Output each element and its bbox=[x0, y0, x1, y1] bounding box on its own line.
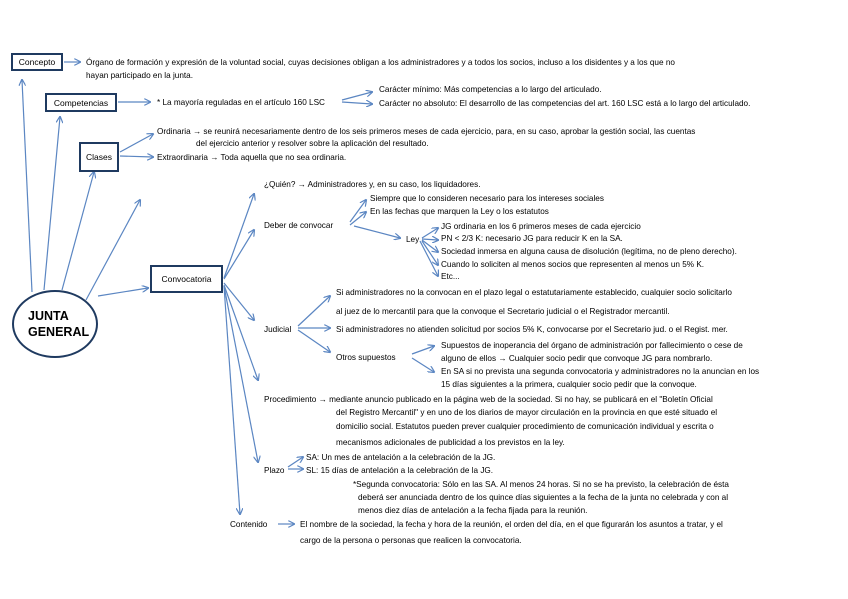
clases-box bbox=[79, 142, 119, 172]
junta-general-node bbox=[12, 290, 98, 358]
competencias-label: Competencias bbox=[53, 97, 109, 108]
ley-item: Sociedad inmersa en alguna causa de disolución (legítima, no de pleno derecho). bbox=[441, 247, 737, 256]
procedimiento-line-3: domicilio social. Estatutos pueden prever cualquier procedimiento de comunicación individual y escrita o bbox=[336, 422, 714, 431]
procedimiento-line-4: mecanismos adicionales de publicidad a los previstos en la ley. bbox=[336, 438, 565, 447]
ley-item: Cuando lo soliciten al menos socios que representen al menos un 5% K. bbox=[441, 260, 705, 269]
competencias-main: * La mayoría reguladas en el artículo 160 LSC bbox=[157, 98, 325, 107]
otros-text-1b: alguno de ellos → Cualquier socio pedir que convoque JG para nombrarlo. bbox=[441, 354, 713, 363]
ley-item: PN < 2/3 K: necesario JG para reducir K en la SA. bbox=[441, 234, 623, 243]
concepto-label: Concepto bbox=[18, 57, 56, 67]
competencias-minimo: Carácter mínimo: Más competencias a lo largo del articulado. bbox=[379, 85, 602, 94]
otros-text-2b: 15 días siguientes a la primera, cualquier socio pedir que la convoque. bbox=[441, 380, 697, 389]
judicial-text-1b: al juez de lo mercantil para que la convoque el Secretario judicial o el Registrador mercantil. bbox=[336, 307, 670, 316]
judicial-label: Judicial bbox=[264, 325, 292, 334]
root-title-line2: GENERAL bbox=[28, 325, 90, 339]
deber-fechas: En las fechas que marquen la Ley o los estatutos bbox=[370, 207, 549, 216]
ley-label: Ley bbox=[406, 235, 420, 244]
contenido-line-1: El nombre de la sociedad, la fecha y hora de la reunión, el orden del día, en el que figurarán los asuntos a tratar, y el bbox=[300, 520, 723, 529]
contenido-label: Contenido bbox=[230, 520, 268, 529]
plazo-sl: SL: 15 días de antelación a la celebración de la JG. bbox=[306, 466, 494, 475]
concepto-text-2: hayan participado en la junta. bbox=[86, 71, 193, 80]
competencias-no-absoluto: Carácter no absoluto: El desarrollo de las competencias del art. 160 LSC está a lo largo del articulado. bbox=[379, 99, 751, 108]
concepto-text-1: Órgano de formación y expresión de la voluntad social, cuyas decisiones obligan a los administradores y a todos los socios, incluso a los disidentes y a los que no bbox=[86, 58, 675, 67]
convocatoria-label: Convocatoria bbox=[161, 274, 212, 284]
plazo-segunda-2: deberá ser anunciada dentro de los quince días siguientes a la fecha de la junta no celebrada y con al bbox=[358, 493, 729, 502]
quien-text: ¿Quién? → Administradores y, en su caso, los liquidadores. bbox=[264, 180, 481, 189]
deber-label: Deber de convocar bbox=[264, 221, 334, 230]
plazo-segunda-1: *Segunda convocatoria: Sólo en las SA. Al menos 24 horas. Si no se ha previsto, la celebración de ésta bbox=[353, 480, 729, 489]
ley-item: Etc... bbox=[441, 272, 460, 281]
clases-label: Clases bbox=[86, 152, 112, 162]
clases-ordinaria-2: del ejercicio anterior y resolver sobre la aplicación del resultado. bbox=[196, 139, 429, 148]
otros-text-1a: Supuestos de inoperancia del órgano de administración por fallecimiento o cese de bbox=[441, 341, 743, 350]
clases-ordinaria-1: Ordinaria → se reunirá necesariamente dentro de los seis primeros meses de cada ejercicio, para, en su caso, aprobar la gestión social, las cuentas bbox=[157, 127, 696, 136]
procedimiento-line-1: Procedimiento → mediante anuncio publicado en la página web de la sociedad. Si no hay, se publicará en el "Boletín Oficial bbox=[264, 395, 713, 404]
judicial-text-2: Si administradores no atienden solicitud por socios 5% K, convocarse por el Secretario jud. o el Regist. mer. bbox=[336, 325, 728, 334]
otros-text-2a: En SA si no prevista una segunda convocatoria y administradores no la anuncian en los bbox=[441, 367, 760, 376]
contenido-line-2: cargo de la persona o personas que realicen la convocatoria. bbox=[300, 536, 522, 545]
ley-item: JG ordinaria en los 6 primeros meses de cada ejercicio bbox=[441, 222, 641, 231]
concepto-box bbox=[11, 53, 63, 71]
plazo-segunda-3: menos diez días de antelación a la fecha fijada para la reunión. bbox=[358, 506, 588, 515]
otros-supuestos-label: Otros supuestos bbox=[336, 353, 396, 362]
root-title-line1: JUNTA bbox=[28, 309, 69, 323]
plazo-label: Plazo bbox=[264, 466, 285, 475]
convocatoria-box bbox=[150, 265, 223, 293]
judicial-text-1a: Si administradores no la convocan en el plazo legal o estatutariamente establecido, cualquier socio solicitarlo bbox=[336, 288, 732, 297]
plazo-sa: SA: Un mes de antelación a la celebración de la JG. bbox=[306, 453, 496, 462]
deber-siempre: Siempre que lo consideren necesario para los intereses sociales bbox=[370, 194, 604, 203]
clases-extraordinaria: Extraordinaria → Toda aquella que no sea ordinaria. bbox=[157, 153, 347, 162]
procedimiento-line-2: del Registro Mercantil" y en uno de los diarios de mayor circulación en la provincia en que esté situado el bbox=[336, 408, 718, 417]
competencias-box bbox=[45, 93, 117, 112]
